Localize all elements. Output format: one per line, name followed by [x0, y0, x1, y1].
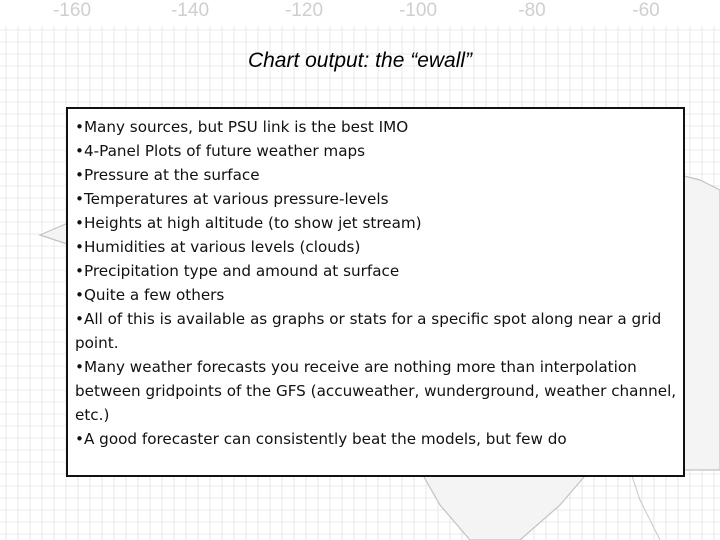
bullet-item: •Many weather forecasts you receive are nothing more than interpolation between gridpoints of the GFS (accuweather, wunderground, weather channel, etc.) [75, 358, 677, 424]
longitude-label: -160 [52, 0, 92, 21]
bullet-list [75, 115, 677, 451]
bullet-item: •Heights at high altitude (to show jet stream) [75, 214, 422, 232]
bullet-item: •Precipitation type and amound at surface [75, 262, 400, 280]
slide-title: Chart output: the “ewall” [247, 49, 473, 72]
longitude-label: -60 [632, 0, 660, 21]
bullet-item: •Many sources, but PSU link is the best IMO [75, 118, 409, 136]
bullet-item: •All of this is available as graphs or stats for a specific spot along near a grid point. [75, 310, 662, 352]
content-box [66, 107, 685, 477]
longitude-label: -120 [284, 0, 324, 21]
longitude-label: -80 [518, 0, 546, 21]
bullet-item: •Humidities at various levels (clouds) [75, 238, 361, 256]
longitude-label: -100 [398, 0, 438, 21]
bullet-item: •Quite a few others [75, 286, 225, 304]
longitude-label: -140 [170, 0, 210, 21]
bullet-item: •A good forecaster can consistently beat the models, but few do [75, 430, 567, 448]
bullet-item: •Temperatures at various pressure-levels [75, 190, 389, 208]
bullet-item: •4-Panel Plots of future weather maps [75, 142, 366, 160]
bullet-item: •Pressure at the surface [75, 166, 260, 184]
